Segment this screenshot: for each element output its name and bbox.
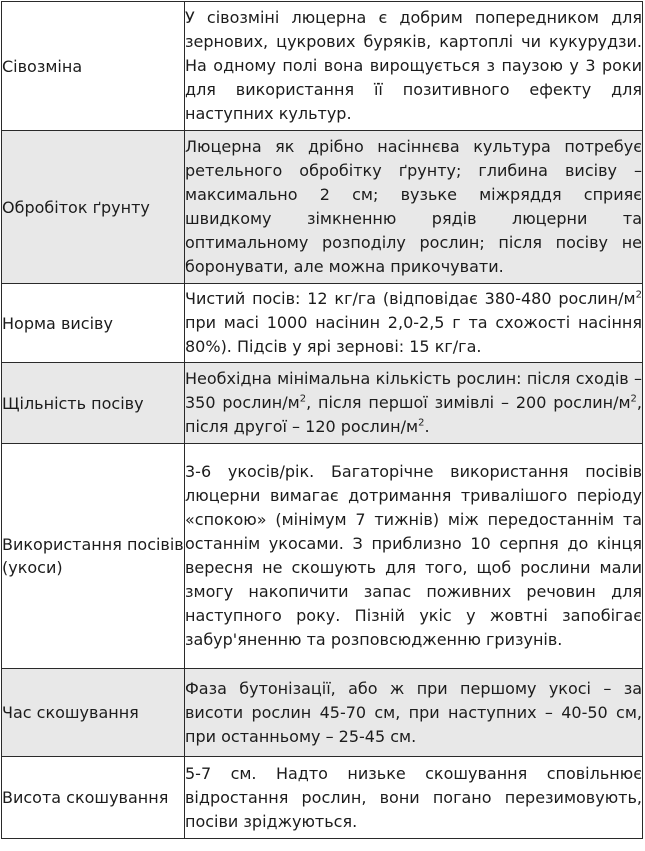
row-text: Фаза бутонізації, або ж при першому укосі – за висоти рослин 45-70 см, при наступних – 40-50 см, при останньому – 25-45 см.	[185, 669, 643, 757]
row-label: Обробіток ґрунту	[2, 131, 185, 284]
superscript: 2	[299, 393, 307, 405]
table-row	[2, 444, 643, 669]
row-text	[185, 284, 643, 363]
text-part: .	[424, 417, 430, 436]
table-row	[2, 131, 643, 284]
row-label: Норма висіву	[2, 284, 185, 363]
table-row	[2, 284, 643, 363]
table-row	[2, 363, 643, 444]
text-part: Необхідна мінімальна кількість рослин: після сходів – 350 рослин/м	[185, 369, 642, 412]
table-row	[2, 2, 643, 131]
text-part: , після другої – 120 рослин/м	[185, 393, 642, 436]
row-label: Щільність посіву	[2, 363, 185, 444]
row-label: Час скошування	[2, 669, 185, 757]
superscript: 2	[630, 393, 637, 405]
row-label: Сівозміна	[2, 2, 185, 131]
text-part: при масі 1000 насінин 2,0-2,5 г та схожості насіння 80%). Підсів у ярі зернові: 15 кг/га.	[185, 313, 642, 356]
superscript: 2	[418, 417, 425, 429]
row-text: 3-6 укосів/рік. Багаторічне використання посівів люцерни вимагає дотримання тривалішого періоду «спокою» (мінімум 7 тижнів) між передостаннім та останнім укосами. З приблизно 10 серпня до кінця вересня не скошують для того, щоб рослини мали змогу накопичити запас поживних речовин для наступного року. Пізній укіс у жовтні запобігає забур'яненню та розповсюдженню гризунів.	[185, 444, 643, 669]
superscript: 2	[635, 289, 642, 301]
row-label: Використання посівів (укоси)	[2, 444, 185, 669]
row-text: Люцерна як дрібно насіннєва культура потребує ретельного обробітку ґрунту; глибина висіву – максимально 2 см; вузьке міжряддя сприяє швидкому зімкненню рядів люцерни та оптимальному розподілу рослин; після посіву не боронувати, але можна прикочувати.	[185, 131, 643, 284]
table-row	[2, 669, 643, 757]
row-text	[185, 363, 643, 444]
table-row	[2, 757, 643, 839]
row-label: Висота скошування	[2, 757, 185, 839]
row-text: У сівозміні люцерна є добрим попередником для зернових, цукрових буряків, картоплі чи кукурудзи. На одному полі вона вирощується з паузою у 3 роки для використання її позитивного ефекту для наступних культур.	[185, 2, 643, 131]
alfalfa-info-table	[1, 1, 643, 839]
row-text: 5-7 см. Надто низьке скошування сповільнює відростання рослин, вони погано перезимовують, посіви зріджуються.	[185, 757, 643, 839]
text-part: , після першої зимівлі – 200 рослин/м	[306, 393, 631, 412]
text-part: Чистий посів: 12 кг/га (відповідає 380-480 рослин/м	[185, 289, 636, 308]
